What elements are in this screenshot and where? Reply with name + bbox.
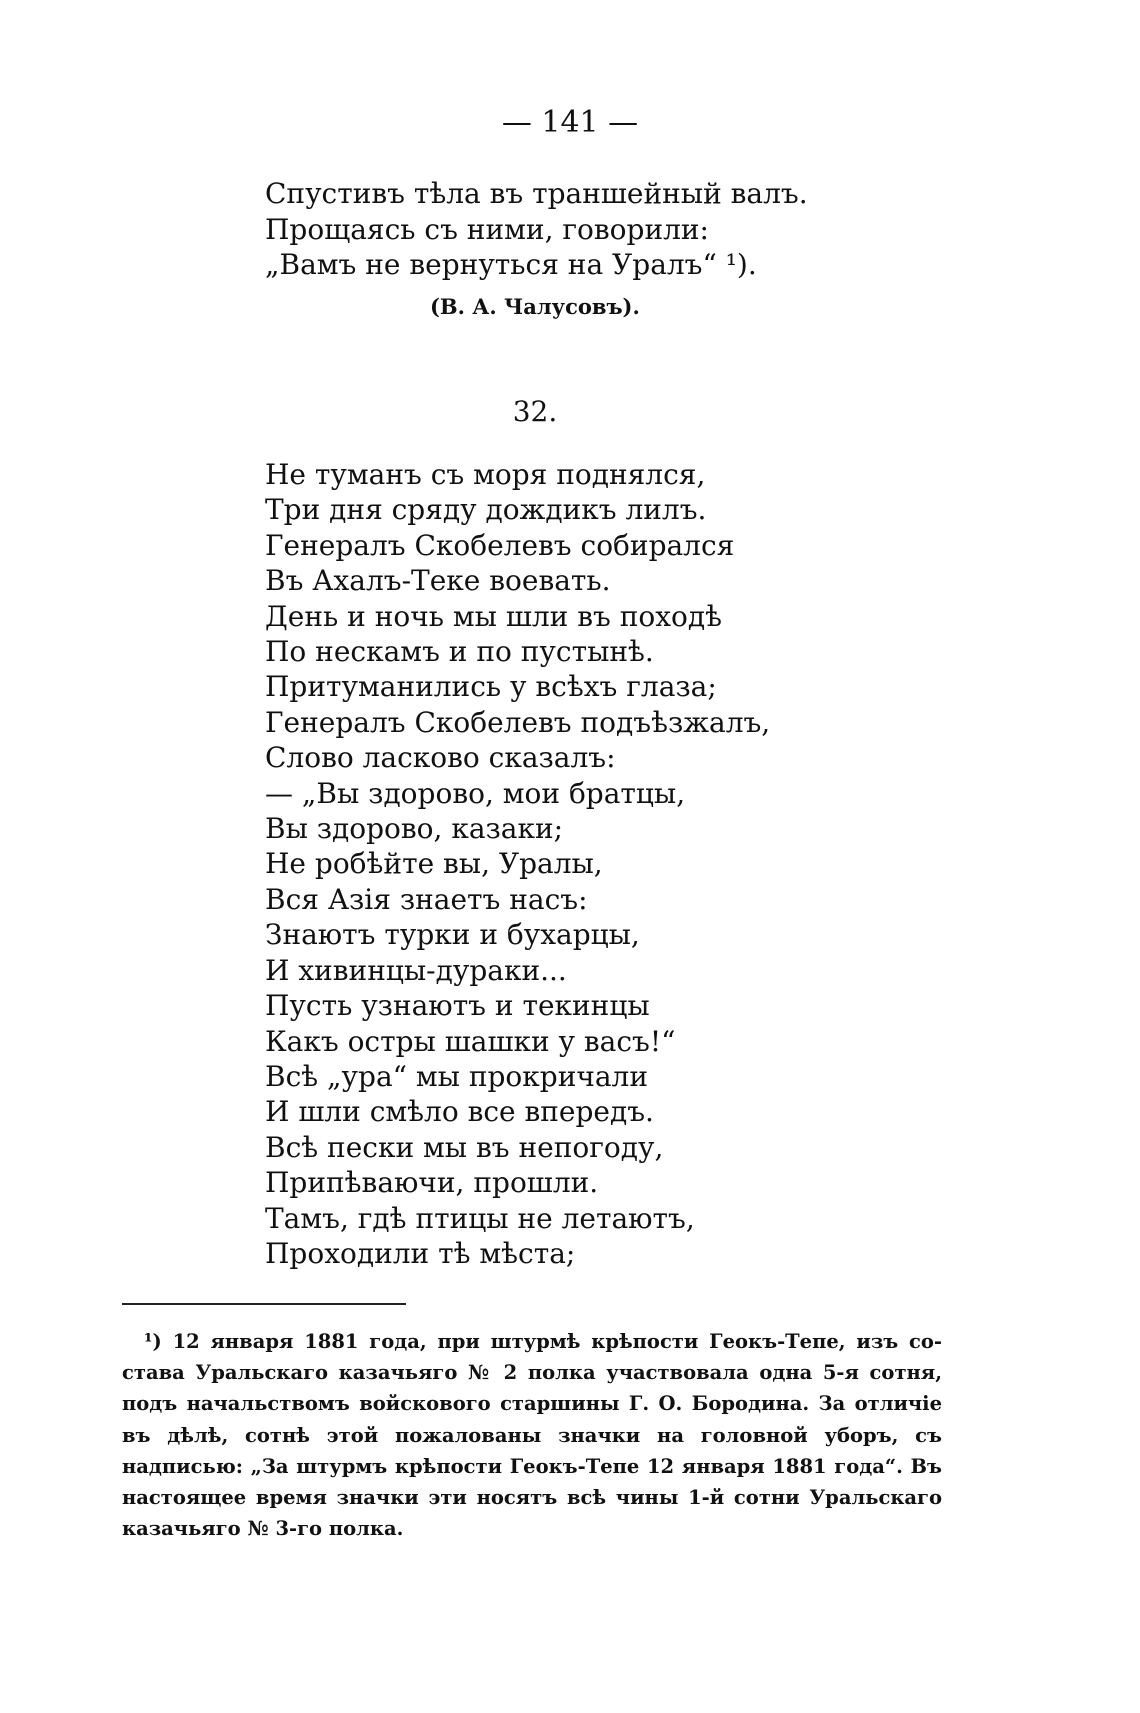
verse-line: — „Вы здорово, мои братцы, <box>265 776 686 810</box>
page-number: — 141 — <box>501 105 639 140</box>
verse-line: Знаютъ турки и бухарцы, <box>265 918 640 952</box>
verse-line: Вы здорово, казаки; <box>265 812 564 846</box>
verse-line: Всѣ пески мы въ непогоду, <box>265 1130 664 1164</box>
footnote-text: става Уральскаго казачьяго № 2 полка участвовала одна 5-я сотня, подъ начальствомъ войскового старшины Г. О. Бородина. За отличіе въ дѣлѣ, сотнѣ этой пожалованы значки на головной уборъ, съ надписью: „За штурмъ крѣпости Геокъ-Тепе 12 января 1881 года“. Въ настоящее время значки эти носятъ всѣ чины 1-й сотни Уральскаго казачьяго № 3-го полка. <box>122 1361 942 1541</box>
verse-line: Всѣ „ура“ мы прокричали <box>265 1059 649 1093</box>
verse-line: Спустивъ тѣла въ траншейный валъ. <box>265 177 808 210</box>
verse-line: Не робѣйте вы, Уралы, <box>265 847 603 881</box>
poem-body <box>265 457 770 1271</box>
verse-line: Въ Ахалъ-Теке воевать. <box>265 564 611 598</box>
verse-line: Слово ласково сказалъ: <box>265 741 616 775</box>
footnote-divider <box>122 1303 406 1305</box>
verse-line: Проходили тѣ мѣста; <box>265 1236 576 1270</box>
verse-line: Генералъ Скобелевъ подъѣзжалъ, <box>265 705 771 739</box>
verse-line: Три дня сряду дождикъ лилъ. <box>265 493 707 527</box>
top-stanza <box>265 176 808 283</box>
verse-line: Вся Азія знаетъ насъ: <box>265 882 588 916</box>
verse-line: Какъ остры шашки у васъ!“ <box>265 1024 676 1058</box>
verse-line: И шли смѣло все впередъ. <box>265 1095 654 1129</box>
verse-line: Тамъ, гдѣ птицы не летаютъ, <box>265 1201 695 1235</box>
verse-line: Притуманились у всѣхъ глаза; <box>265 670 717 704</box>
verse-line: „Вамъ не вернуться на Уралъ“ ¹). <box>265 248 757 281</box>
footnote-first-line: ¹) 12 января 1881 года, при штурмѣ крѣпости Геокъ-Тепе, изъ со- <box>144 1330 942 1353</box>
verse-line: Прощаясь съ ними, говорили: <box>265 212 709 246</box>
verse-line: Припѣваючи, прошли. <box>265 1166 599 1200</box>
poem-number: 32. <box>512 395 558 428</box>
verse-line: И хивинцы-дураки... <box>265 953 567 987</box>
footnote <box>122 1326 942 1544</box>
verse-line: Генералъ Скобелевъ собирался <box>265 528 735 562</box>
verse-line: Не туманъ съ моря поднялся, <box>265 458 706 491</box>
author-attribution: (В. А. Чалусовъ). <box>430 294 640 319</box>
verse-line: По нескамъ и по пустынѣ. <box>265 635 654 669</box>
verse-line: День и ночь мы шли въ походѣ <box>265 599 722 633</box>
verse-line: Пусть узнаютъ и текинцы <box>265 989 650 1023</box>
